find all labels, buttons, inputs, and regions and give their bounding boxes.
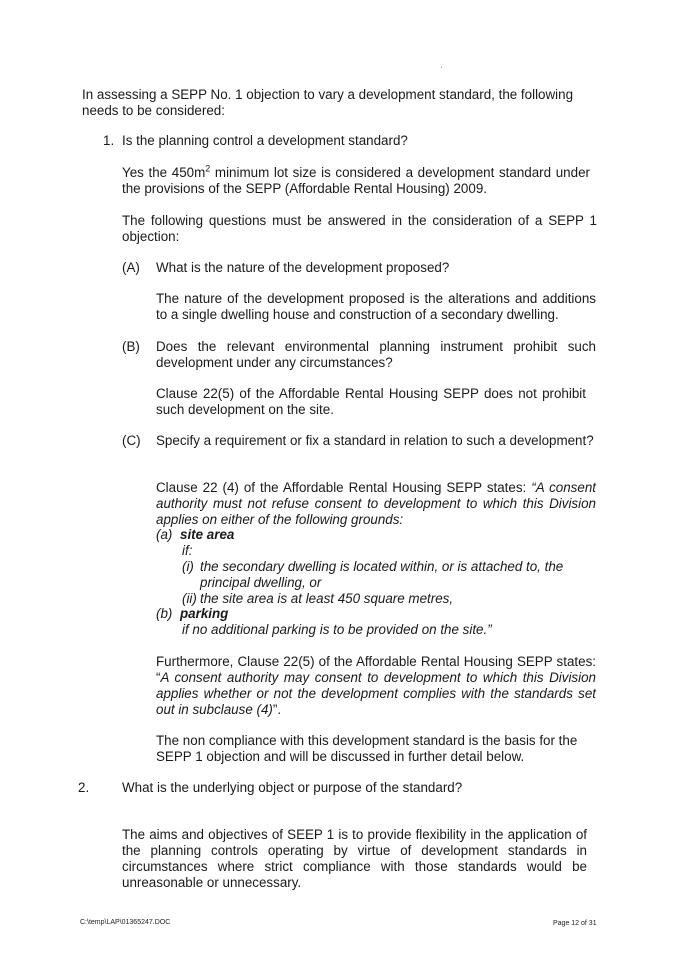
sub-c-clause (156, 480, 596, 528)
sub-b-answer: Clause 22(5) of the Affordable Rental Housing SEPP does not prohibit such development on the site. (156, 386, 586, 417)
sub-c-b-title: parking (180, 606, 229, 621)
q1-answer (122, 165, 590, 197)
q1-followup: The following questions must be answered in the consideration of a SEPP 1 objection: (122, 213, 597, 244)
sub-c-b-label: (b) (156, 606, 173, 621)
sub-c-clause-lead: Clause 22 (4) of the Affordable Rental Housing SEPP states: (156, 480, 532, 495)
q1-question: Is the planning control a development standard? (122, 133, 408, 148)
sub-c-furthermore (156, 654, 596, 718)
sub-a-question: What is the nature of the development proposed? (156, 260, 450, 275)
sub-a-label: (A) (122, 260, 140, 275)
scan-mark (441, 66, 442, 68)
sub-b-question: Does the relevant environmental planning instrument prohibit such development under any circumstances? (156, 339, 596, 370)
sub-c-a-i-label: (i) (182, 559, 194, 574)
intro-paragraph: In assessing a SEPP No. 1 objection to vary a development standard, the following needs to be considered: (82, 87, 574, 118)
sub-c-question: Specify a requirement or fix a standard in relation to such a development? (156, 433, 594, 448)
sub-c-a-i-text: the secondary dwelling is located within, or is attached to, the principal dwelling, or (200, 559, 564, 590)
sub-c-noncompliance: The non compliance with this development standard is the basis for the SEPP 1 objection and will be discussed in further detail below. (156, 733, 578, 764)
sub-c-further-quote: A consent authority may consent to development to which this Division applies whether or not the development complies with the standards set out in subclause (4) (156, 670, 596, 717)
q2-answer: The aims and objectives of SEEP 1 is to provide flexibility in the application of the planning controls operating by virtue of development standards in circumstances where strict compliance with those standards would be unreasonable or unnecessary. (122, 827, 587, 890)
sub-c-b-text: if no additional parking is to be provided on the site.” (182, 622, 492, 637)
footer-page-number: Page 12 of 31 (553, 920, 597, 927)
q2-number: 2. (78, 780, 90, 795)
sub-c-label: (C) (122, 433, 141, 448)
sub-c-a-ii-text: the site area is at least 450 square metres, (200, 591, 454, 606)
sub-c-further-lead: Furthermore, Clause 22(5) of the Affordable Rental Housing SEPP states: “ (156, 654, 596, 685)
q1-answer-post: minimum lot size is considered a development standard under the provisions of the SEPP (Affordable Rental Housing) 2009. (122, 165, 590, 196)
sub-b-label: (B) (122, 339, 140, 354)
q1-answer-pre: Yes the 450m (122, 165, 206, 180)
q1-answer-sup: 2 (205, 163, 211, 174)
footer-file-path: C:\temp\LAP\01365247.DOC (80, 919, 171, 926)
q1-number: 1. (103, 133, 115, 148)
sub-a-answer: The nature of the development proposed is the alterations and additions to a single dwelling house and construction of a secondary dwelling. (156, 291, 596, 322)
sub-c-a-if: if: (182, 543, 193, 558)
sub-c-further-end: ”. (272, 702, 282, 717)
sub-c-a-label: (a) (156, 527, 173, 542)
sub-c-a-ii-label: (ii) (182, 591, 197, 606)
q2-question: What is the underlying object or purpose of the standard? (122, 780, 463, 795)
sub-c-clause-quote: “A consent authority must not refuse consent to development to which this Division applies on either of the following grounds: (156, 480, 596, 527)
sub-c-a-title: site area (180, 527, 235, 542)
